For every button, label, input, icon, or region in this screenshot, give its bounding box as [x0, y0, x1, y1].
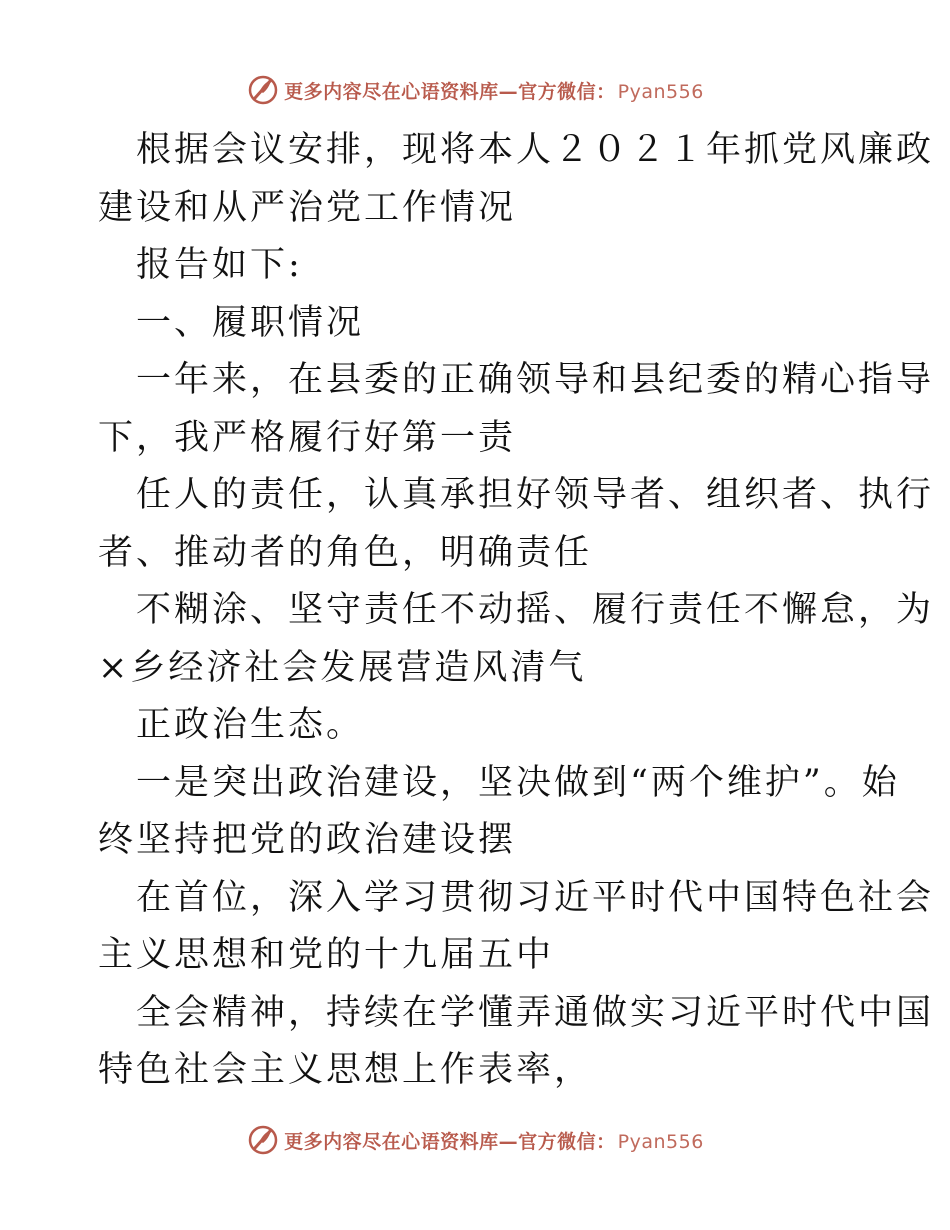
watermark-text: 更多内容尽在心语资料库—官方微信： [284, 1130, 616, 1153]
quill-logo-icon [246, 1123, 280, 1157]
watermark-header [0, 70, 950, 110]
paragraph-line: 终坚持把党的政治建设摆 [98, 820, 517, 860]
paragraph-line: 建设和从严治党工作情况 [98, 187, 517, 228]
paragraph-line: 任人的责任，认真承担好领导者、组织者、执行 [136, 475, 935, 515]
document-body [98, 122, 935, 1100]
paragraph-line: 全会精神，持续在学懂弄通做实习近平时代中国 [136, 992, 935, 1033]
paragraph-line: 不糊涂、坚守责任不动摇、履行责任不懈怠，为 [136, 590, 935, 630]
paragraph-line: 在首位，深入学习贯彻习近平时代中国特色社会 [136, 877, 935, 918]
paragraph-line: 主义思想和党的十九届五中 [98, 935, 555, 975]
watermark-handle: Pyan556 [617, 1130, 704, 1153]
paragraph-line: ×乡经济社会发展营造风清气 [98, 647, 587, 688]
paragraph-line: 报告如下: [136, 245, 303, 285]
paragraph-line: 一是突出政治建设，坚决做到“两个维护”。始 [136, 762, 900, 803]
paragraph-line: 特色社会主义思想上作表率， [98, 1050, 593, 1090]
quill-logo-icon [246, 73, 280, 107]
watermark-text: 更多内容尽在心语资料库—官方微信： [284, 80, 616, 103]
paragraph-line: 一年来，在县委的正确领导和县纪委的精心指导 [136, 360, 935, 400]
paragraph-line: 正政治生态。 [136, 705, 365, 745]
watermark-footer [0, 1120, 950, 1160]
paragraph-line: 者、推动者的角色，明确责任 [98, 532, 593, 573]
paragraph-line: 根据会议安排，现将本人２０２１年抓党风廉政 [136, 130, 935, 170]
section-heading: 一、履职情况 [136, 302, 365, 343]
paragraph-line: 下，我严格履行好第一责 [98, 417, 517, 458]
watermark-handle: Pyan556 [617, 80, 704, 103]
